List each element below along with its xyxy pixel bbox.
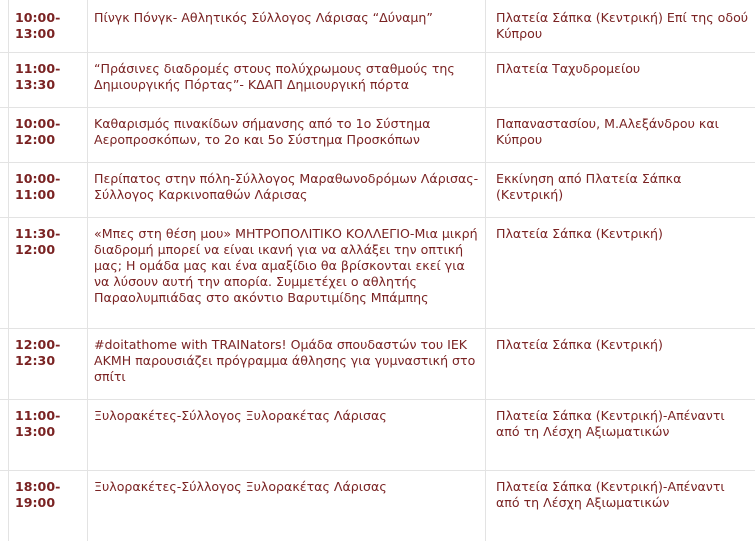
event-time-start: 11:30- [15, 226, 81, 242]
table-row [0, 108, 755, 163]
event-time [9, 329, 88, 400]
event-time-start: 10:00- [15, 171, 81, 187]
table-row [0, 163, 755, 218]
row-gutter [0, 163, 9, 218]
event-location: Παπαναστασίου, Μ.Αλεξάνδρου και Κύπρου [486, 108, 755, 163]
row-gutter [0, 218, 9, 329]
event-title: Ξυλορακέτες-Σύλλογος Ξυλορακέτας Λάρισας [88, 400, 486, 471]
table-row [0, 0, 755, 53]
event-time-end: 19:00 [15, 495, 81, 511]
event-time-end: 13:00 [15, 424, 81, 440]
event-location: Πλατεία Σάπκα (Κεντρική) [486, 218, 755, 329]
table-row [0, 471, 755, 541]
event-location: Πλατεία Σάπκα (Κεντρική)-Απέναντι από τη Λέσχη Αξιωματικών [486, 471, 755, 541]
event-time [9, 163, 88, 218]
table-row [0, 329, 755, 400]
event-title: Περίπατος στην πόλη-Σύλλογος Μαραθωνοδρόμων Λάρισας-Σύλλογος Καρκινοπαθών Λάρισας [88, 163, 486, 218]
event-title: Ξυλορακέτες-Σύλλογος Ξυλορακέτας Λάρισας [88, 471, 486, 541]
event-location: Πλατεία Ταχυδρομείου [486, 53, 755, 108]
event-time [9, 108, 88, 163]
event-time-end: 12:00 [15, 132, 81, 148]
event-time-start: 11:00- [15, 61, 81, 77]
event-time [9, 471, 88, 541]
row-gutter [0, 329, 9, 400]
event-time-end: 12:30 [15, 353, 81, 369]
event-time [9, 53, 88, 108]
event-time-end: 12:00 [15, 242, 81, 258]
table-row [0, 53, 755, 108]
event-title: #doitathome with TRAINators! Ομάδα σπουδαστών του ΙΕΚ ΑΚΜΗ παρουσιάζει πρόγραμμα άθλησης για γυμναστική στο σπίτι [88, 329, 486, 400]
event-time-end: 11:00 [15, 187, 81, 203]
event-location: Πλατεία Σάπκα (Κεντρική)-Απέναντι από τη Λέσχη Αξιωματικών [486, 400, 755, 471]
event-title: Πίνγκ Πόνγκ- Αθλητικός Σύλλογος Λάρισας “Δύναμη” [88, 0, 486, 53]
row-gutter [0, 53, 9, 108]
table-row [0, 400, 755, 471]
event-location: Εκκίνηση από Πλατεία Σάπκα (Κεντρική) [486, 163, 755, 218]
event-time [9, 400, 88, 471]
event-location: Πλατεία Σάπκα (Κεντρική) [486, 329, 755, 400]
table-row [0, 218, 755, 329]
event-time-start: 10:00- [15, 10, 81, 26]
row-gutter [0, 108, 9, 163]
event-time-end: 13:00 [15, 26, 81, 42]
event-time-start: 10:00- [15, 116, 81, 132]
event-time-start: 18:00- [15, 479, 81, 495]
event-title: “Πράσινες διαδρομές στους πολύχρωμους σταθμούς της Δημιουργικής Πόρτας”- ΚΔΑΠ Δημιουργική πόρτα [88, 53, 486, 108]
row-gutter [0, 400, 9, 471]
event-location: Πλατεία Σάπκα (Κεντρική) Επί της οδού Κύπρου [486, 0, 755, 53]
event-time [9, 218, 88, 329]
event-time-start: 11:00- [15, 408, 81, 424]
row-gutter [0, 471, 9, 541]
event-title: Καθαρισμός πινακίδων σήμανσης από το 1ο Σύστημα Αεροπροσκόπων, το 2ο και 5ο Σύστημα Προσκόπων [88, 108, 486, 163]
event-title: «Μπες στη θέση μου» ΜΗΤΡΟΠΟΛΙΤΙΚΟ ΚΟΛΛΕΓΙΟ-Μια μικρή διαδρομή μπορεί να είναι ικανή για να αλλάξει την οπτική μας; Η ομάδα μας και ένα αμαξίδιο θα βρίσκονται εκεί για να λύσουν αυτή την απορία. Συμμετέχει ο αθλητής Παραολυμπιάδας στο ακόντιο Βαρυτιμίδης Μπάμπης [88, 218, 486, 329]
event-time [9, 0, 88, 53]
event-time-start: 12:00- [15, 337, 81, 353]
row-gutter [0, 0, 9, 53]
event-time-end: 13:30 [15, 77, 81, 93]
